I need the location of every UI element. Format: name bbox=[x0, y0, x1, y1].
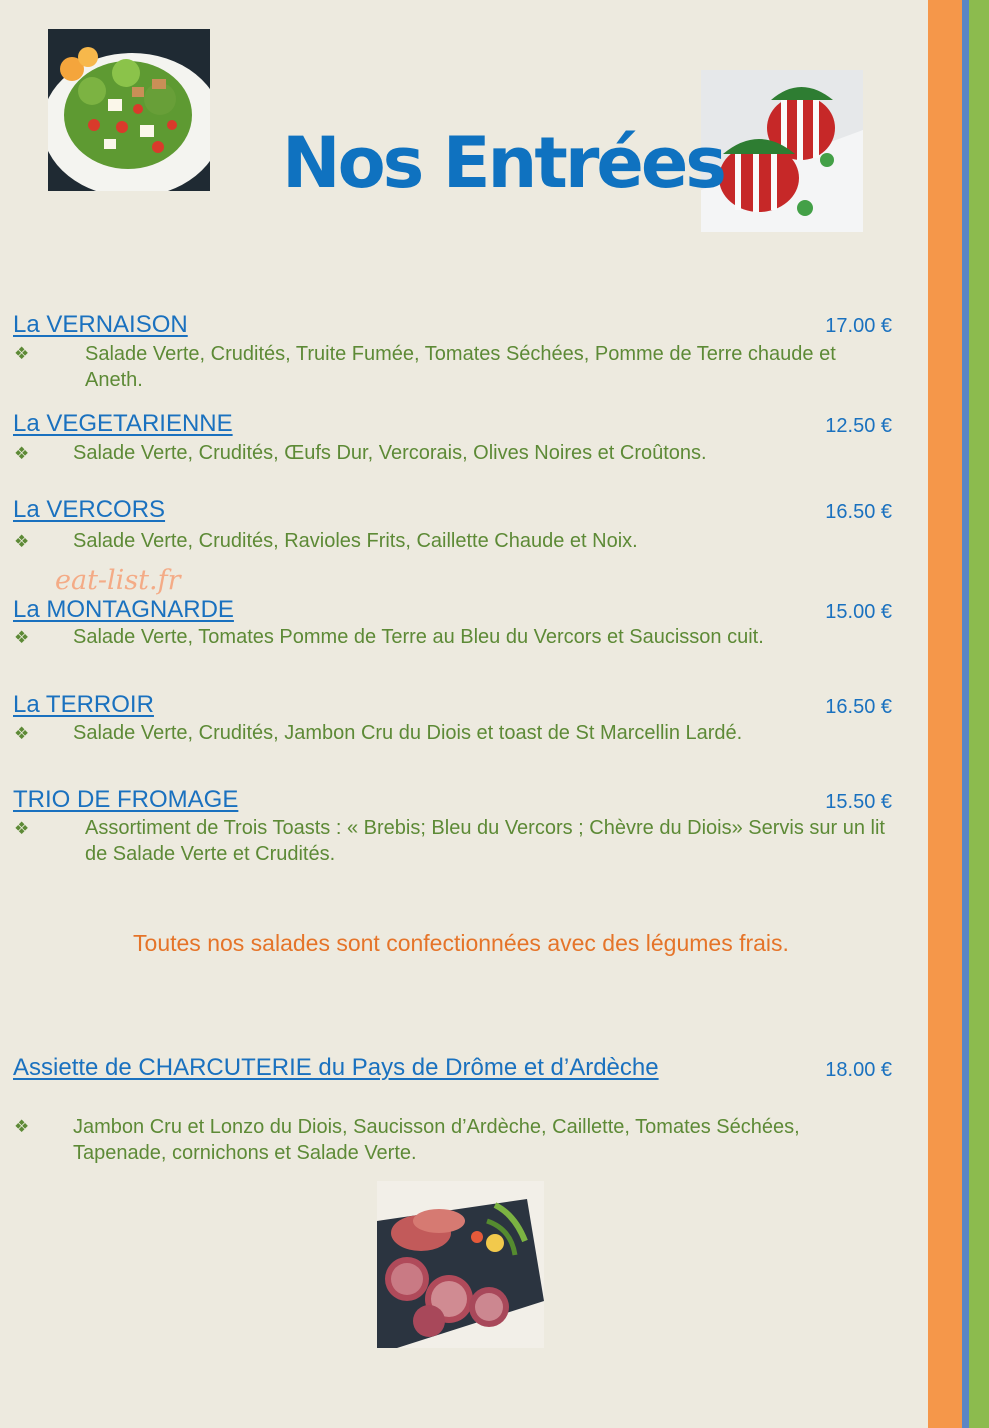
dish-price-charcuterie: 18.00 € bbox=[825, 1059, 892, 1081]
four-diamond-bullet-icon: ❖ bbox=[14, 819, 30, 838]
dish-name-montagnarde: La MONTAGNARDE bbox=[13, 596, 234, 623]
page-title: Nos Entrées bbox=[282, 122, 724, 204]
charcuterie-plate-photo bbox=[377, 1181, 544, 1348]
dish-name-charcuterie: Assiette de CHARCUTERIE du Pays de Drôme et d’Ardèche bbox=[13, 1054, 659, 1081]
dish-description-charcuterie: Jambon Cru et Lonzo du Diois, Saucisson d’Ardèche, Caillette, Tomates Séchées, Tapenade, cornichons et Salade Verte. bbox=[73, 1116, 800, 1164]
dish-name-vercors: La VERCORS bbox=[13, 496, 166, 523]
dish-price-terroir: 16.50 € bbox=[825, 696, 892, 718]
dish-price-trio-de-fromage: 15.50 € bbox=[825, 791, 892, 813]
decorative-stripe-orange bbox=[928, 0, 962, 1428]
dish-name-vegetarienne: La VEGETARIENNE bbox=[13, 410, 233, 437]
dish-price-montagnarde: 15.00 € bbox=[825, 601, 892, 623]
four-diamond-bullet-icon: ❖ bbox=[14, 532, 30, 551]
four-diamond-bullet-icon: ❖ bbox=[14, 444, 30, 463]
salad-photo bbox=[48, 29, 210, 191]
fresh-vegetables-note: Toutes nos salades sont confectionnées avec des légumes frais. bbox=[133, 930, 789, 956]
decorative-stripe-blue bbox=[962, 0, 969, 1428]
dish-name-trio-de-fromage: TRIO DE FROMAGE bbox=[13, 786, 239, 813]
dish-name-vernaison: La VERNAISON bbox=[13, 311, 188, 338]
four-diamond-bullet-icon: ❖ bbox=[14, 344, 30, 363]
dish-description-terroir: Salade Verte, Crudités, Jambon Cru du Diois et toast de St Marcellin Lardé. bbox=[73, 722, 743, 744]
decorative-stripe-green bbox=[969, 0, 989, 1428]
dish-price-vercors: 16.50 € bbox=[825, 501, 892, 523]
dish-description-vercors: Salade Verte, Crudités, Ravioles Frits, Caillette Chaude et Noix. bbox=[73, 530, 638, 552]
dish-description-trio-de-fromage: Assortiment de Trois Toasts : « Brebis; Bleu du Vercors ; Chèvre du Diois» Servis sur un lit de Salade Verte et Crudités. bbox=[85, 817, 885, 865]
four-diamond-bullet-icon: ❖ bbox=[14, 628, 30, 647]
dish-price-vernaison: 17.00 € bbox=[825, 315, 892, 337]
dish-description-montagnarde: Salade Verte, Tomates Pomme de Terre au Bleu du Vercors et Saucisson cuit. bbox=[73, 626, 764, 648]
four-diamond-bullet-icon: ❖ bbox=[14, 1117, 30, 1136]
four-diamond-bullet-icon: ❖ bbox=[14, 724, 30, 743]
dish-name-terroir: La TERROIR bbox=[13, 691, 154, 718]
dish-description-vegetarienne: Salade Verte, Crudités, Œufs Dur, Vercorais, Olives Noires et Croûtons. bbox=[73, 442, 707, 464]
dish-price-vegetarienne: 12.50 € bbox=[825, 415, 892, 437]
stuffed-tomato-photo bbox=[701, 70, 863, 232]
dish-description-vernaison: Salade Verte, Crudités, Truite Fumée, Tomates Séchées, Pomme de Terre chaude et Aneth. bbox=[85, 343, 836, 391]
watermark: eat-list.fr bbox=[55, 565, 181, 596]
